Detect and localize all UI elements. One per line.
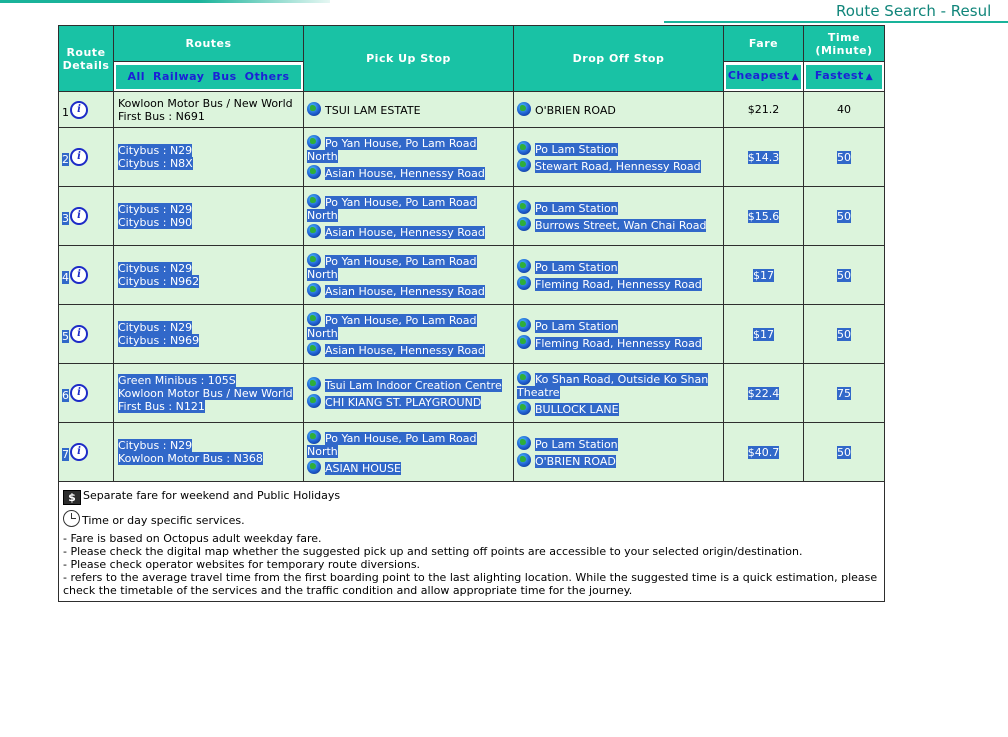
route-name: Green Minibus : 105S [118,373,236,387]
routes-cell [114,187,304,246]
pickup-stop-name: TSUI LAM ESTATE [325,104,421,117]
pickup-cell [304,92,514,128]
pickup-cell [304,187,514,246]
globe-map-icon[interactable] [307,135,321,149]
sort-cheapest-label: Cheapest [727,69,790,82]
dropoff-stop [517,102,720,117]
globe-map-icon[interactable] [517,102,531,116]
globe-map-icon[interactable] [307,394,321,408]
time-value: 50 [837,268,851,282]
header-dropoff-label: Drop Off Stop [572,52,665,65]
route-name: Citybus : N29 [118,262,193,275]
pickup-stop [307,135,510,163]
pickup-stop [307,377,510,392]
pickup-stop [307,165,510,180]
notes-section [59,482,885,602]
globe-map-icon[interactable] [307,342,321,356]
table-row [59,128,885,187]
legend-weekend-fare [63,489,880,505]
sort-fastest-label: Fastest [814,69,864,82]
route-number: 3 [62,212,69,225]
globe-map-icon[interactable] [307,253,321,267]
globe-map-icon[interactable] [307,460,321,474]
time-cell [804,187,885,246]
pickup-stop-name: Po Yan House, Po Lam Road North [307,254,477,281]
info-icon[interactable]: i [70,325,88,343]
dropoff-stop [517,217,720,232]
globe-map-icon[interactable] [307,194,321,208]
header-fare-label: Fare [748,37,779,50]
table-row [59,364,885,423]
legend-time-specific-text: Time or day specific services. [82,514,245,527]
info-icon[interactable]: i [70,148,88,166]
dropoff-cell [514,423,724,482]
dropoff-cell [514,364,724,423]
route-name: Citybus : N29 [118,321,193,334]
dropoff-stop-name: BULLOCK LANE [535,402,619,416]
dropoff-stop [517,436,720,451]
time-value: 40 [837,103,851,116]
fare-value: $21.2 [747,103,780,116]
fare-value: $15.6 [747,209,780,223]
pickup-stop [307,224,510,239]
routes-cell [114,128,304,187]
filter-all-link[interactable]: All [127,70,146,83]
globe-map-icon[interactable] [307,165,321,179]
route-number-cell [59,305,114,364]
dropoff-cell [514,92,724,128]
dropoff-stop-name: O'BRIEN ROAD [535,104,616,117]
dropoff-stop [517,371,720,399]
time-value: 75 [837,386,851,400]
routes-cell [114,246,304,305]
globe-map-icon[interactable] [517,318,531,332]
pickup-stop-name: CHI KIANG ST. PLAYGROUND [325,396,482,409]
pickup-stop [307,312,510,340]
pickup-stop [307,394,510,409]
header-route-details-label: Route Details [62,45,110,72]
pickup-cell [304,364,514,423]
header-routes-label: Routes [185,37,232,50]
route-number: 5 [62,330,69,343]
header-pickup-label: Pick Up Stop [366,52,451,65]
sort-cheapest-cell [724,62,804,92]
route-name: Citybus : N962 [118,275,200,288]
pickup-stop-name: Asian House, Hennessy Road [325,225,485,239]
route-number-cell [59,128,114,187]
pickup-stop [307,194,510,222]
globe-map-icon[interactable] [517,436,531,450]
globe-map-icon[interactable] [307,102,321,116]
globe-map-icon[interactable] [517,200,531,214]
sort-fastest-link[interactable] [815,69,873,84]
dropoff-stop-name: Stewart Road, Hennessy Road [535,160,701,173]
time-cell [804,92,885,128]
fare-cell [724,92,804,128]
header-routes [114,26,304,62]
route-number-cell [59,92,114,128]
dropoff-stop [517,158,720,173]
route-number: 2 [62,153,69,166]
dropoff-stop-name: Burrows Street, Wan Chai Road [535,219,707,232]
pickup-stop-name: Po Yan House, Po Lam Road North [307,195,477,222]
dropoff-stop-name: O'BRIEN ROAD [535,455,616,468]
route-number: 6 [62,389,69,402]
table-row [59,246,885,305]
route-results-table [58,25,885,602]
dropoff-cell [514,246,724,305]
dropoff-stop-name: Fleming Road, Hennessy Road [535,337,702,350]
route-number: 1 [62,105,69,119]
fare-value: $17 [753,327,774,341]
dropoff-stop-name: Fleming Road, Hennessy Road [535,278,702,291]
time-cell [804,364,885,423]
pickup-stop [307,283,510,298]
pickup-stop-name: Asian House, Hennessy Road [325,284,485,298]
table-row [59,423,885,482]
dropoff-cell [514,187,724,246]
fare-value: $22.4 [747,386,780,400]
top-accent-bar [0,0,330,3]
dropoff-cell [514,305,724,364]
pickup-stop-name: Po Yan House, Po Lam Road North [307,136,477,163]
globe-map-icon[interactable] [517,259,531,273]
fare-cell [724,187,804,246]
info-icon[interactable]: i [70,207,88,225]
fare-cell [724,246,804,305]
route-number-cell [59,246,114,305]
route-name: Citybus : N29 [118,439,193,452]
pickup-cell [304,305,514,364]
route-filter-bar [114,62,304,92]
route-number-cell [59,364,114,423]
time-cell [804,305,885,364]
dropoff-stop [517,276,720,291]
dropoff-stop [517,318,720,333]
route-name: Citybus : N29 [118,203,193,216]
header-route-details [59,26,114,92]
route-name: Citybus : N29 [118,144,193,157]
filter-others-link[interactable]: Others [244,70,290,83]
header-dropoff [514,26,724,92]
globe-map-icon[interactable] [307,312,321,326]
dropoff-stop [517,200,720,215]
legend-weekend-fare-text: Separate fare for weekend and Public Holidays [83,489,341,502]
fare-value: $40.7 [747,445,780,459]
sort-fastest-cell [804,62,885,92]
pickup-stop [307,253,510,281]
globe-map-icon[interactable] [517,141,531,155]
note-line: - refers to the average travel time from the first boarding point to the last alighting location. While the suggested time is a quick estimation, please check the timetable of the services and the traffic condition and allow appropriate time for the journey. [63,571,878,597]
route-name: Kowloon Motor Bus / New World First Bus : N121 [118,386,293,413]
filter-bus-link[interactable]: Bus [212,70,237,83]
route-number-cell [59,423,114,482]
route-name: Citybus : N8X [118,157,193,170]
globe-map-icon[interactable] [307,283,321,297]
route-number: 4 [62,271,69,284]
page-title: Route Search - Resul [836,2,992,20]
dropoff-stop-name: Po Lam Station [535,261,618,274]
route-number-cell [59,187,114,246]
info-icon[interactable]: i [70,101,88,119]
pickup-cell [304,128,514,187]
routes-cell [114,364,304,423]
globe-map-icon[interactable] [307,377,321,391]
time-cell [804,423,885,482]
route-name: Kowloon Motor Bus / New World First Bus : N691 [118,96,293,123]
globe-map-icon[interactable] [517,217,531,231]
pickup-stop-name: ASIAN HOUSE [325,461,401,475]
sort-up-arrow-icon: ▲ [791,72,800,82]
time-value: 50 [837,327,851,341]
globe-map-icon[interactable] [517,401,531,415]
dropoff-stop [517,335,720,350]
fare-cell [724,305,804,364]
dropoff-stop-name: Po Lam Station [535,202,618,215]
fare-cell [724,128,804,187]
pickup-stop-name: Asian House, Hennessy Road [325,166,485,180]
globe-map-icon[interactable] [517,371,531,385]
routes-cell [114,423,304,482]
pickup-stop-name: Po Yan House, Po Lam Road North [307,431,477,458]
globe-map-icon[interactable] [517,276,531,290]
dropoff-stop-name: Ko Shan Road, Outside Ko Shan Theatre [517,372,709,399]
dropoff-stop-name: Po Lam Station [535,320,618,333]
pickup-stop [307,460,510,475]
clock-icon [63,510,80,527]
sort-cheapest-link[interactable] [728,69,799,84]
dropoff-stop [517,453,720,468]
time-cell [804,246,885,305]
time-value: 50 [837,150,851,164]
dropoff-cell [514,128,724,187]
time-cell [804,128,885,187]
pickup-stop-name: Asian House, Hennessy Road [325,343,485,357]
globe-map-icon[interactable] [517,335,531,349]
table-row [59,187,885,246]
legend-time-specific [63,510,880,527]
info-icon[interactable]: i [70,384,88,402]
pickup-stop [307,430,510,458]
table-row [59,305,885,364]
filter-railway-link[interactable]: Railway [153,70,205,83]
route-name: Citybus : N969 [118,334,200,347]
pickup-stop [307,342,510,357]
pickup-stop-name: Po Yan House, Po Lam Road North [307,313,477,340]
note-line: - Fare is based on Octopus adult weekday fare. [63,532,322,545]
dropoff-stop-name: Po Lam Station [535,438,618,451]
fare-value: $17 [753,268,774,282]
header-pickup [304,26,514,92]
header-time [804,26,885,62]
dropoff-stop [517,259,720,274]
sort-up-arrow-icon: ▲ [865,72,874,82]
pickup-stop-name: Tsui Lam Indoor Creation Centre [325,379,502,392]
dropoff-stop-name: Po Lam Station [535,143,618,156]
globe-map-icon[interactable] [307,224,321,238]
fare-value: $14.3 [747,150,780,164]
globe-map-icon[interactable] [307,430,321,444]
route-name: Citybus : N90 [118,216,193,229]
dropoff-stop [517,401,720,416]
time-value: 50 [837,445,851,459]
route-number: 7 [62,448,69,461]
routes-cell [114,305,304,364]
time-value: 50 [837,209,851,223]
pickup-cell [304,246,514,305]
pickup-cell [304,423,514,482]
header-fare [724,26,804,62]
info-icon[interactable]: i [70,266,88,284]
header-time-label: Time (Minute) [815,30,873,57]
dropoff-stop [517,141,720,156]
route-name: Kowloon Motor Bus : N368 [118,452,263,465]
note-line: - Please check operator websites for temporary route diversions. [63,558,421,571]
routes-cell [114,92,304,128]
globe-map-icon[interactable] [517,158,531,172]
fare-cell [724,364,804,423]
fare-cell [724,423,804,482]
dollar-icon: $ [63,490,81,505]
note-line: - Please check the digital map whether the suggested pick up and setting off points are accessible to your selected origin/destination. [63,545,803,558]
table-row [59,92,885,128]
pickup-stop [307,102,510,117]
title-underline [664,21,1008,23]
info-icon[interactable]: i [70,443,88,461]
globe-map-icon[interactable] [517,453,531,467]
